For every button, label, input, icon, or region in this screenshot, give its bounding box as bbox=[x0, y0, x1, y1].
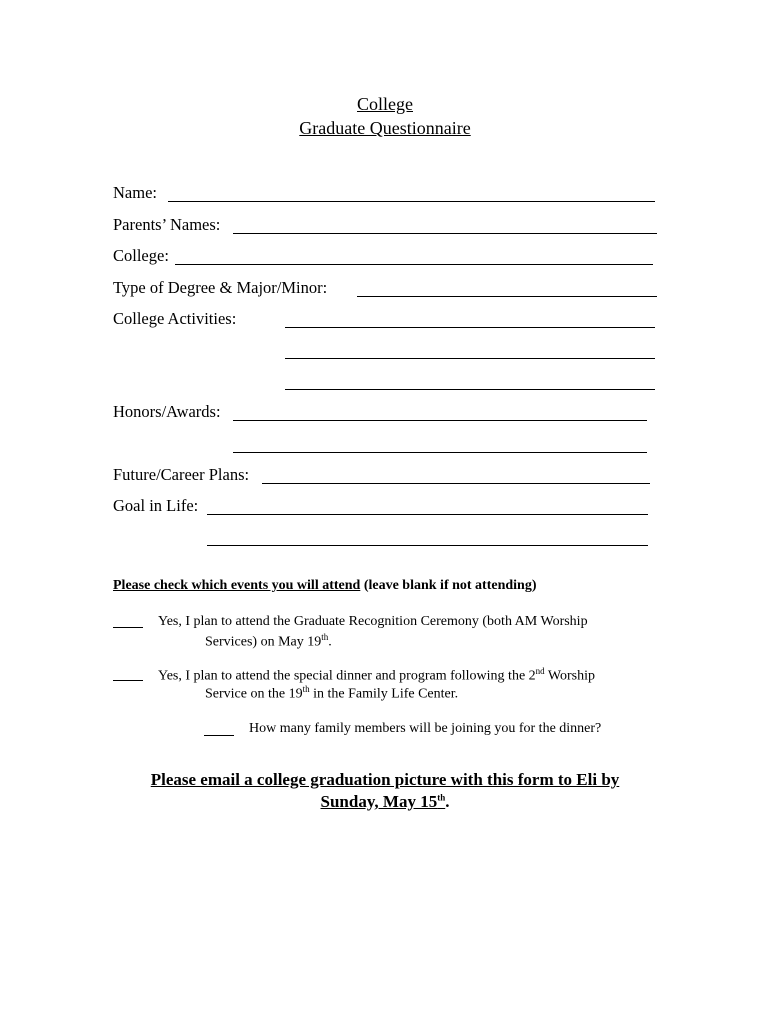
event1-line2-text: Services) on May 19 bbox=[205, 634, 322, 650]
footer-line2-sup: th bbox=[437, 792, 446, 803]
title-questionnaire: Graduate Questionnaire bbox=[299, 118, 471, 138]
degree-field[interactable] bbox=[357, 296, 657, 297]
degree-label: Type of Degree & Major/Minor: bbox=[113, 278, 328, 297]
honors-label: Honors/Awards: bbox=[113, 402, 221, 421]
footer-line2-underlined bbox=[321, 792, 446, 811]
college-label: College: bbox=[113, 246, 169, 265]
goal-label: Goal in Life: bbox=[113, 496, 199, 515]
parents-names-field[interactable] bbox=[233, 233, 657, 234]
title-college: College bbox=[357, 94, 413, 114]
event1-line1: Yes, I plan to attend the Graduate Recognition Ceremony (both AM Worship bbox=[158, 614, 588, 629]
career-field[interactable] bbox=[262, 483, 650, 484]
event1-sup: th bbox=[321, 632, 329, 642]
honors-field-1[interactable] bbox=[233, 420, 647, 421]
footer-line2-text: Sunday, May 15 bbox=[320, 792, 438, 811]
event1-line2 bbox=[205, 632, 332, 651]
family-count-field[interactable] bbox=[204, 735, 234, 736]
events-heading-main: Please check which events you will attend bbox=[113, 578, 361, 593]
events-heading-note: (leave blank if not attending) bbox=[363, 578, 537, 593]
event2-line2 bbox=[205, 684, 458, 703]
event1-end: . bbox=[328, 634, 332, 650]
activities-field-3[interactable] bbox=[285, 389, 655, 390]
career-label: Future/Career Plans: bbox=[113, 465, 250, 484]
activities-field-2[interactable] bbox=[285, 358, 655, 359]
footer-line2-end: . bbox=[445, 792, 450, 811]
name-label: Name: bbox=[113, 183, 157, 202]
footer-line1 bbox=[0, 770, 770, 790]
goal-field-1[interactable] bbox=[207, 514, 648, 515]
activities-label: College Activities: bbox=[113, 309, 237, 328]
family-question: How many family members will be joining you for the dinner? bbox=[249, 721, 602, 736]
event2-line1-b: Worship bbox=[544, 668, 596, 684]
events-heading bbox=[113, 578, 537, 594]
name-field[interactable] bbox=[168, 201, 655, 202]
activities-field-1[interactable] bbox=[285, 327, 655, 328]
parents-names-label: Parents’ Names: bbox=[113, 215, 221, 234]
footer-line2 bbox=[0, 792, 770, 812]
college-field[interactable] bbox=[175, 264, 653, 265]
event2-checkbox[interactable] bbox=[113, 680, 143, 681]
footer-line1-text: Please email a college graduation picture with this form to Eli by bbox=[150, 770, 620, 789]
event2-sup-a: nd bbox=[535, 666, 545, 676]
event2-line1-a: Yes, I plan to attend the special dinner and program following the 2 bbox=[158, 668, 536, 684]
event2-sup-b: th bbox=[302, 684, 310, 694]
goal-field-2[interactable] bbox=[207, 545, 648, 546]
event2-line2-a: Service on the 19 bbox=[205, 686, 303, 702]
event2-line1 bbox=[158, 666, 595, 685]
honors-field-2[interactable] bbox=[233, 452, 647, 453]
event2-line2-b: in the Family Life Center. bbox=[309, 686, 459, 702]
event1-checkbox[interactable] bbox=[113, 627, 143, 628]
